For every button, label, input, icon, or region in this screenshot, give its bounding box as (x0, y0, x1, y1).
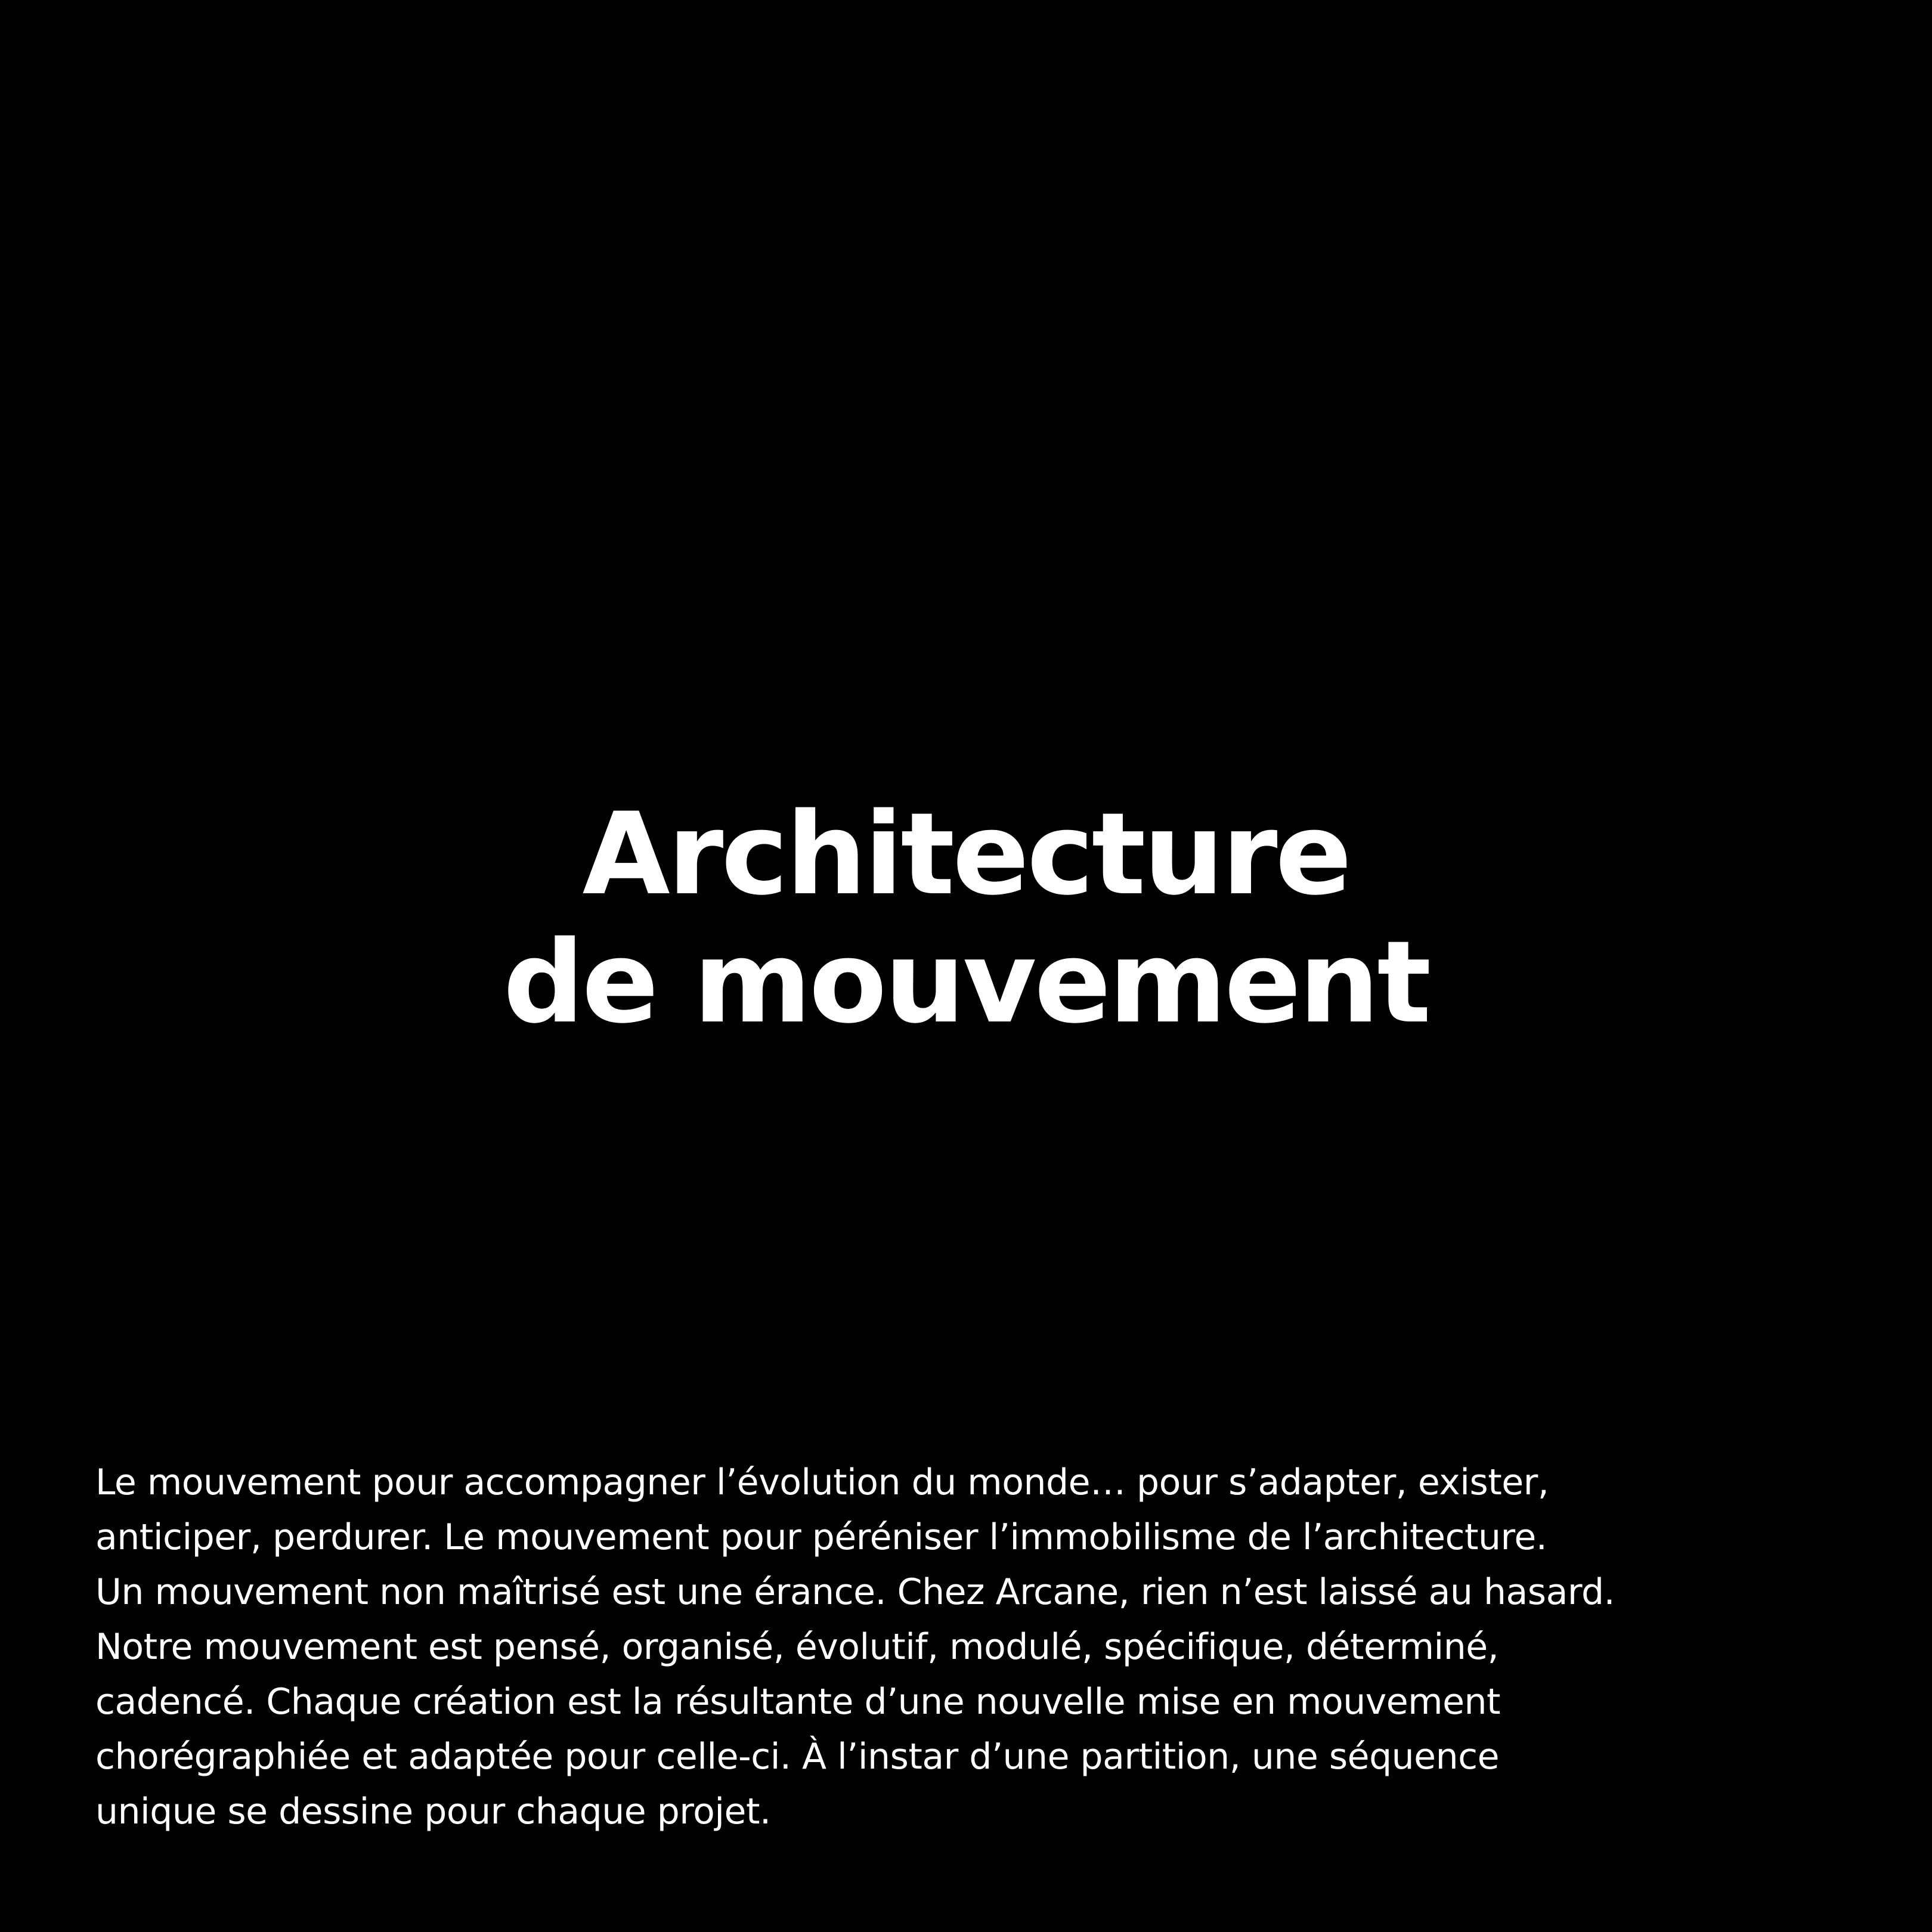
body-line: anticiper, perdurer. Le mouvement pour péréniser l’immobilisme de l’architecture. (95, 1516, 1547, 1558)
title-line-1: Architecture (582, 788, 1350, 920)
body-line: unique se dessine pour chaque projet. (95, 1791, 771, 1832)
body-line: Notre mouvement est pensé, organisé, évolutif, modulé, spécifique, déterminé, (95, 1626, 1499, 1668)
page-title (0, 790, 1932, 1046)
body-paragraph (95, 1455, 1860, 1839)
body-line: cadencé. Chaque création est la résultante d’une nouvelle mise en mouvement (95, 1681, 1501, 1723)
body-line: chorégraphiée et adaptée pour celle-ci. À l’instar d’une partition, une séquence (95, 1736, 1500, 1778)
title-line-2: de mouvement (503, 917, 1429, 1048)
body-line: Le mouvement pour accompagner l’évolution du monde… pour s’adapter, exister, (95, 1462, 1549, 1503)
body-line: Un mouvement non maîtrisé est une érance. Chez Arcane, rien n’est laissé au hasard. (95, 1571, 1615, 1613)
